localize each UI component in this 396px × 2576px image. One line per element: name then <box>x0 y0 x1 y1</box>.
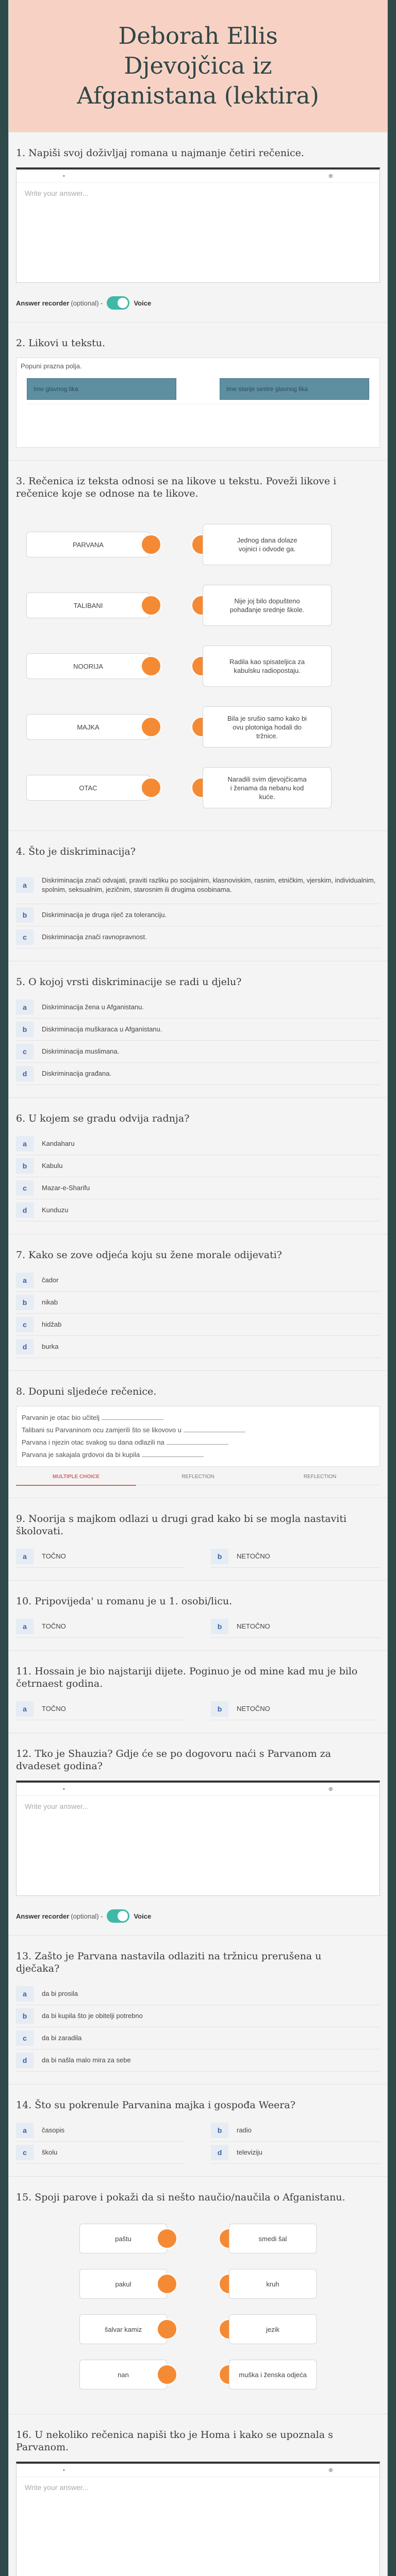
option-true[interactable]: a TOČNO <box>16 1616 185 1638</box>
bullet-icon[interactable]: • <box>63 1786 65 1792</box>
pair-left-item[interactable]: pakul <box>79 2269 167 2299</box>
pair-right-item[interactable]: jezik <box>229 2314 317 2344</box>
option-text: čador <box>42 1276 59 1284</box>
fill-line: Parvanin je otac bio učitelj <box>22 1412 374 1424</box>
question-3 <box>9 460 387 831</box>
option[interactable] <box>16 1019 380 1041</box>
add-icon[interactable]: ⊕ <box>328 173 333 179</box>
option-letter: c <box>16 929 34 945</box>
connector-dot[interactable] <box>141 534 161 555</box>
option[interactable] <box>16 1063 380 1085</box>
match-row <box>16 636 380 697</box>
question-title: 16. U nekoliko rečenica napiši tko je Homa i kako se upoznala s Parvanom. <box>16 2429 333 2453</box>
connector-dot[interactable] <box>157 2274 177 2294</box>
answer-placeholder: Write your answer... <box>25 1802 89 1810</box>
bullet-icon[interactable]: • <box>63 2467 65 2473</box>
connector-dot[interactable] <box>157 2228 177 2249</box>
categorize-prompt: Popuni prazna polja. <box>21 362 82 370</box>
option-letter: b <box>16 1022 34 1037</box>
answer-editor[interactable] <box>16 1781 380 1896</box>
option[interactable] <box>16 2049 380 2072</box>
question-16 <box>9 2414 387 2576</box>
option[interactable] <box>16 1177 380 1199</box>
option[interactable] <box>16 1336 380 1358</box>
answer-editor[interactable] <box>16 167 380 283</box>
match-row <box>16 757 380 818</box>
option-letter: b <box>16 1158 34 1174</box>
pair-left-item[interactable]: nan <box>79 2360 167 2389</box>
question-14 <box>9 2084 387 2176</box>
options-list <box>16 1983 380 2072</box>
title-banner <box>9 0 387 132</box>
option[interactable] <box>16 2005 380 2027</box>
pair-left-item[interactable]: šalvar kamiz <box>79 2314 167 2344</box>
category-older-sister[interactable]: Ime starije sestre glavnog lika <box>220 378 369 400</box>
option-false[interactable]: b NETOČNO <box>211 1698 380 1720</box>
option[interactable] <box>16 996 380 1019</box>
option-text: Kunduzu <box>42 1206 69 1214</box>
question-13 <box>9 1935 387 2084</box>
fill-blanks-box <box>16 1406 380 1467</box>
question-title: 2. Likovi u tekstu. <box>16 337 105 349</box>
question-9 <box>9 1498 387 1580</box>
question-title: 3. Rečenica iz teksta odnosi se na likove u tekstu. Poveži likove i rečenice koje se odnose na te likove. <box>16 476 337 499</box>
option-letter: b <box>211 1619 228 1634</box>
question-title: 15. Spoji parove i pokaži da si nešto naučio/naučila o Afganistanu. <box>16 2192 345 2203</box>
answer-placeholder: Write your answer... <box>25 2483 89 2492</box>
option[interactable] <box>16 1314 380 1336</box>
option[interactable] <box>16 2027 380 2049</box>
connector-dot[interactable] <box>157 2319 177 2340</box>
match-row <box>16 697 380 757</box>
option-letter: a <box>16 1136 34 1151</box>
option-true[interactable]: a TOČNO <box>16 1546 185 1568</box>
option-letter: d <box>16 1066 34 1081</box>
options-grid <box>16 2120 380 2164</box>
option[interactable] <box>16 1199 380 1222</box>
option-text: Mazar-e-Sharifu <box>42 1184 90 1192</box>
answer-recorder: Answer recorder (optional) - Voice <box>16 296 380 310</box>
option-letter: a <box>16 1273 34 1288</box>
option-text: burka <box>42 1343 59 1350</box>
true-false-options <box>16 1616 380 1638</box>
blank-input[interactable] <box>142 1450 204 1457</box>
option[interactable] <box>211 2120 380 2142</box>
add-icon[interactable]: ⊕ <box>328 2467 333 2473</box>
match-row <box>16 514 380 575</box>
question-title: 14. Što su pokrenule Parvanina majka i gospođa Weera? <box>16 2099 295 2111</box>
worksheet-page <box>8 0 388 2576</box>
blank-input[interactable] <box>102 1413 163 1420</box>
options-list <box>16 1269 380 1358</box>
question-title: 6. U kojem se gradu odvija radnja? <box>16 1113 190 1124</box>
connector-dot[interactable] <box>141 656 161 676</box>
answer-placeholder: Write your answer... <box>25 189 89 197</box>
option[interactable] <box>16 1133 380 1155</box>
option-text: da bi našla malo mira za sebe <box>42 2056 131 2064</box>
matching-pairs <box>16 2212 380 2401</box>
voice-toggle[interactable] <box>107 296 129 310</box>
option-letter: c <box>16 2030 34 2046</box>
option-letter: c <box>16 1180 34 1196</box>
option-text: Diskriminacija muslimana. <box>42 1047 120 1055</box>
option-text: radio <box>237 2126 252 2134</box>
pair-right-item[interactable]: muška i ženska odjeća <box>229 2360 317 2389</box>
option[interactable] <box>16 866 380 904</box>
option-text: Diskriminacija znači odvajati, praviti razliku po socijalnim, klasnoviskim, rasnim, etničkim, vjerskim, individualnim, spolnim, seksualnim, jezičnim, starosnim ili drugima osobinama. <box>42 876 376 893</box>
option-letter: b <box>16 2008 34 2024</box>
question-11 <box>9 1650 387 1733</box>
pair-right-item[interactable]: kruh <box>229 2269 317 2299</box>
connector-dot[interactable] <box>157 2364 177 2385</box>
option-text: televiziju <box>237 2148 262 2156</box>
option[interactable] <box>16 1983 380 2005</box>
category-main-character[interactable]: Ime glavnog lika <box>27 378 176 400</box>
answer-editor[interactable] <box>16 2462 380 2576</box>
option-text: Kandaharu <box>42 1140 75 1147</box>
match-right-item[interactable]: Naradili svim djevojčicama i ženama da nebanu kod kuće. <box>203 767 332 808</box>
option[interactable] <box>16 1155 380 1177</box>
option-true[interactable]: a TOČNO <box>16 1698 185 1720</box>
match-row <box>16 575 380 636</box>
question-10 <box>9 1580 387 1650</box>
fill-line: Parvana i njezin otac svakog su dana odlazili na <box>22 1436 374 1449</box>
option[interactable] <box>16 904 380 926</box>
option-letter: b <box>16 907 34 923</box>
question-title: 4. Što je diskriminacija? <box>16 846 136 857</box>
option-text: Diskriminacija žena u Afganistanu. <box>42 1003 144 1011</box>
option-letter: c <box>16 2145 34 2160</box>
options-list <box>16 866 380 948</box>
option-text: hidžab <box>42 1320 62 1328</box>
connector-dot[interactable] <box>141 595 161 616</box>
question-title: 13. Zašto je Parvana nastavila odlaziti na tržnicu prerušena u dječaka? <box>16 1951 322 1974</box>
bullet-icon[interactable]: • <box>63 173 65 179</box>
question-type-tabs <box>16 1474 380 1485</box>
editor-toolbar <box>16 2464 380 2477</box>
option-text: da bi kupila što je obitelji potrebno <box>42 2012 143 2020</box>
option-text: Diskriminacija je druga riječ za toleranciju. <box>42 911 167 919</box>
answer-recorder: Answer recorder (optional) - Voice <box>16 1909 380 1923</box>
question-5 <box>9 961 387 1097</box>
option[interactable] <box>16 926 380 948</box>
option[interactable] <box>211 2142 380 2164</box>
option[interactable] <box>16 1041 380 1063</box>
fill-line: Parvana je sakajala grdovoi da bi kupila <box>22 1449 374 1461</box>
blank-input[interactable] <box>184 1425 245 1432</box>
connector-dot[interactable] <box>141 717 161 737</box>
option-text: časopis <box>42 2126 65 2134</box>
question-title: 9. Noorija s majkom odlazi u drugi grad kako bi se mogla nastaviti školovati. <box>16 1513 347 1537</box>
tab-multiple-choice[interactable]: MULTIPLE CHOICE <box>16 1474 136 1486</box>
add-icon[interactable]: ⊕ <box>328 1786 333 1792</box>
tab-reflection-2[interactable]: REFLECTION <box>303 1474 337 1480</box>
pair-right-item[interactable]: smedi šal <box>229 2224 317 2253</box>
option-letter: d <box>211 2145 228 2160</box>
question-12 <box>9 1733 387 1935</box>
option-letter: d <box>16 1202 34 1218</box>
pair-row <box>16 2307 380 2352</box>
question-6 <box>9 1097 387 1234</box>
option-letter: d <box>16 2053 34 2068</box>
question-title: 10. Pripovijeda' u romanu je u 1. osobi/licu. <box>16 1596 233 1607</box>
question-2 <box>9 322 387 460</box>
option-text: Diskriminacija muškaraca u Afganistanu. <box>42 1025 162 1033</box>
match-right-item[interactable]: Bila je srušio samo kako bi ovu plotoniga hodali do tržnice. <box>203 706 332 748</box>
match-left-item[interactable]: NOORIJA <box>26 653 150 679</box>
option-letter: a <box>16 1619 34 1634</box>
option-text: školu <box>42 2148 58 2156</box>
option-letter: d <box>16 1339 34 1354</box>
option-letter: c <box>16 1044 34 1059</box>
option-letter: a <box>16 1701 34 1717</box>
option-false[interactable]: b NETOČNO <box>211 1616 380 1638</box>
options-list <box>16 1133 380 1222</box>
match-right-item[interactable]: Radila kao spisateljica za kabulsku radiopostaju. <box>203 646 332 687</box>
match-right-item[interactable]: Nije joj bilo dopušteno pohađanje srednje škole. <box>203 585 332 626</box>
voice-toggle[interactable] <box>107 1909 129 1923</box>
question-title: 12. Tko je Shauzia? Gdje će se po dogovoru naći s Parvanom za dvadeset godina? <box>16 1748 331 1772</box>
option[interactable] <box>16 2120 185 2142</box>
option-text: Diskriminacija znači ravnopravnost. <box>42 933 147 941</box>
option-text: da bi prosila <box>42 1990 78 1997</box>
option[interactable] <box>16 1292 380 1314</box>
option-text: Kabulu <box>42 1162 63 1170</box>
match-left-item[interactable]: PARVANA <box>26 532 150 557</box>
question-7 <box>9 1234 387 1370</box>
question-1 <box>9 132 387 322</box>
blank-input[interactable] <box>167 1437 228 1445</box>
fill-line: Talibani su Parvaninom ocu zamjerili što se likovovo u <box>22 1424 374 1436</box>
option-text: da bi zaradila <box>42 2034 82 2042</box>
connector-dot[interactable] <box>141 777 161 798</box>
option-letter: b <box>211 1701 228 1717</box>
drop-zone[interactable] <box>27 404 369 435</box>
question-title: 5. O kojoj vrsti diskriminacije se radi u djelu? <box>16 976 242 988</box>
option-letter: b <box>16 1295 34 1310</box>
pair-row <box>16 2261 380 2307</box>
categorize-area <box>16 358 380 448</box>
pair-row <box>16 2216 380 2261</box>
question-15 <box>9 2176 387 2414</box>
question-title: 7. Kako se zove odjeća koju su žene morale odijevati? <box>16 1249 282 1261</box>
options-list <box>16 996 380 1085</box>
option-false[interactable]: b NETOČNO <box>211 1546 380 1568</box>
option-letter: c <box>16 1317 34 1332</box>
match-right-item[interactable]: Jednog dana dolaze vojnici i odvode ga. <box>203 524 332 565</box>
question-title: 11. Hossain je bio najstariji dijete. Poginuo je od mine kad mu je bilo četrnaest godina. <box>16 1666 358 1689</box>
option-letter: b <box>211 2123 228 2138</box>
question-8 <box>9 1370 387 1498</box>
option-letter: a <box>16 2123 34 2138</box>
match-left-item[interactable]: TALIBANI <box>26 592 150 618</box>
editor-toolbar <box>16 170 380 183</box>
option-letter: a <box>16 999 34 1015</box>
pair-left-item[interactable]: paštu <box>79 2224 167 2253</box>
option-text: Diskriminacija građana. <box>42 1070 112 1077</box>
match-left-item[interactable]: OTAC <box>26 775 150 801</box>
true-false-options <box>16 1698 380 1720</box>
question-title: 8. Dopuni sljedeće rečenice. <box>16 1386 157 1397</box>
option-letter: b <box>211 1549 228 1564</box>
editor-toolbar <box>16 1783 380 1796</box>
question-title: 1. Napiši svoj doživljaj romana u najmanje četiri rečenice. <box>16 147 304 159</box>
pair-row <box>16 2352 380 2397</box>
option[interactable] <box>16 2142 185 2164</box>
option-text: nikab <box>42 1298 58 1306</box>
option-letter: a <box>16 877 34 893</box>
page-title: Deborah Ellis Djevojčica iz Afganistana (lektira) <box>77 22 319 109</box>
option[interactable] <box>16 1269 380 1292</box>
option-letter: a <box>16 1549 34 1564</box>
question-4 <box>9 831 387 961</box>
true-false-options <box>16 1546 380 1568</box>
matching-list <box>16 508 380 818</box>
option-letter: a <box>16 1986 34 2002</box>
match-left-item[interactable]: MAJKA <box>26 714 150 740</box>
tab-reflection[interactable]: REFLECTION <box>182 1474 214 1480</box>
